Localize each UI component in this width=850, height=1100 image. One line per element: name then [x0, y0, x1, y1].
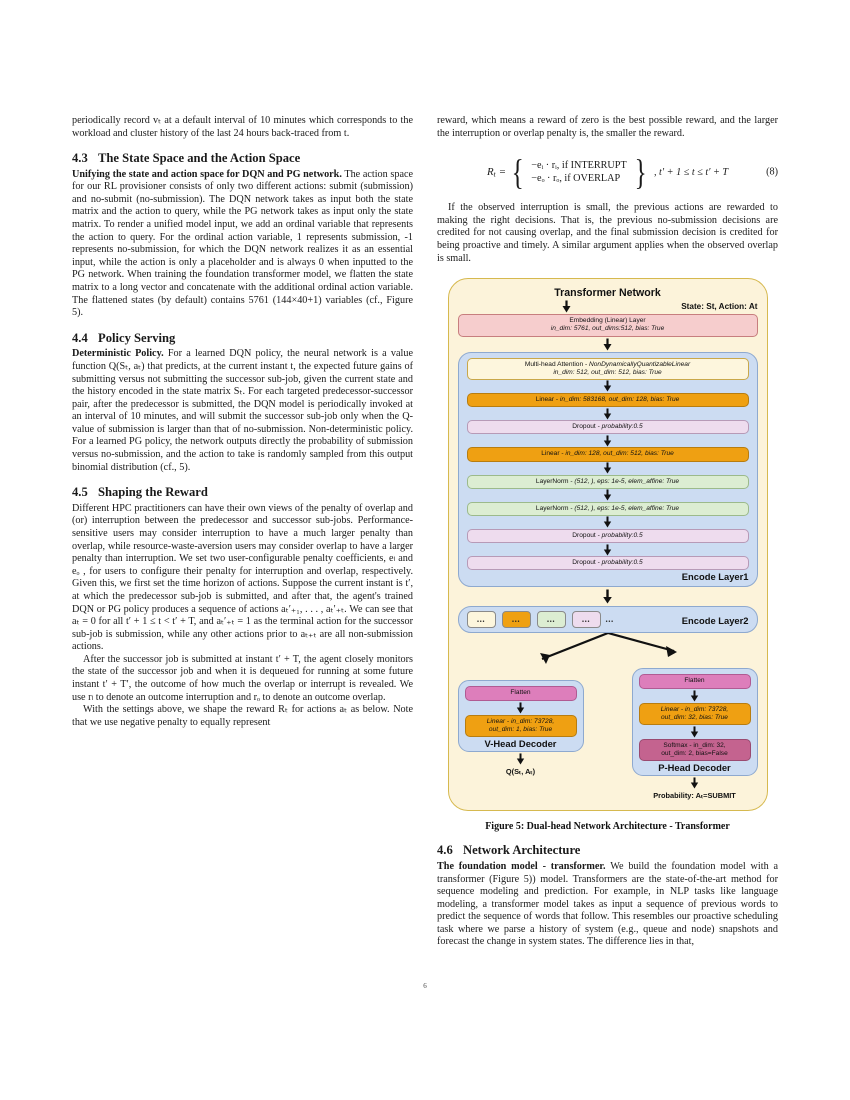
branch-arrows [484, 633, 732, 667]
arrow-down-icon [514, 753, 527, 765]
v-head-linear-line1: Linear - in_dim: 73728, [486, 717, 555, 725]
p-head-softmax-line2: out_dim: 2, bias=False [661, 750, 728, 758]
encode1-block-dropout1 [467, 420, 749, 434]
embedding-layer-title: Embedding (Linear) Layer [569, 317, 646, 325]
equation-case-2: −eₒ · rₒ, if OVERLAP [531, 173, 621, 185]
encode-layer-2-ellipsis: ... [605, 613, 614, 624]
left-column [72, 115, 413, 949]
encode1-block-layernorm2-line1: LayerNorm - (512, ), eps: 1e-5, elem_affine: True [535, 504, 680, 512]
encode-layer-1-panel [458, 352, 758, 588]
encode-layer-2-swatches [467, 611, 601, 628]
heading-4-5 [72, 485, 413, 500]
equation-lhs-symbol: R [486, 165, 494, 178]
paragraph-4-4-text: For a learned DQN policy, the neural network is a value function Q(Sₜ, aₜ) that predicts, at the current instant t, the expected future gains of submitting versus not submitting the successor sub-job, given the current state and the history encoded in the state matrix Sₜ. For each targeted predecessor-successor pair, after the predecessor is submitted, the DQN model is periodically invoked at an interval of 10 minutes, and will submit the successor sub-job only when the Q-value of submission is larger than that of no-submission. Non-deterministic policy. For a learned PG policy, the network outputs directly the probability of submission versus no-submission, and the action to take is randomly sampled from this output binomial distribution (cf., 5). [72, 348, 413, 473]
p-head-column [632, 668, 758, 800]
figure-caption: Figure 5: Dual-head Network Architecture - Transformer [485, 821, 730, 833]
equation-8 [437, 150, 778, 194]
arrow-down-icon [601, 462, 614, 474]
arrow-down-icon [601, 408, 614, 420]
arrow-down-icon [601, 589, 614, 604]
equation-cases [529, 160, 628, 184]
p-head-linear-line2: out_dim: 32, bias: True [661, 713, 728, 721]
equation-number: (8) [766, 166, 778, 178]
p-head-flatten-box: Flatten [639, 674, 751, 688]
arrow-down-icon [601, 338, 614, 351]
encode1-block-dropout1-line1: Dropout - probability:0.5 [572, 423, 643, 431]
encode-layer-2-label: Encode Layer2 [681, 614, 749, 626]
v-head-decoder-panel [458, 680, 584, 752]
p-head-softmax-box [639, 739, 751, 761]
figure-5 [437, 278, 778, 832]
p-head-linear-line1: Linear - in_dim: 73728, [660, 705, 729, 713]
paragraph-right-continuation: reward, which means a reward of zero is the best possible reward, and the larger the interruption or overlap penalty is, the smaller the reward. [437, 115, 778, 139]
equation-lhs [487, 166, 496, 179]
brace-close-icon: } [634, 151, 647, 192]
state-action-label: State: St, Action: At [681, 302, 758, 312]
paragraph-right-2: If the observed interruption is small, the previous actions are rewarded to making the right decisions. That is, the previous no-submission decisions are credited for not causing overlap, and the final submission decision is credited for being proactive and timely. A similar argument applies when the observed overlap is small. [437, 202, 778, 264]
paragraph-4-6 [437, 861, 778, 949]
runin-4-3: Unifying the state and action space for DQN and PG network. [72, 168, 342, 180]
paragraph-4-4 [72, 348, 413, 474]
encode1-block-linear2-line1: Linear - in_dim: 128, out_dim: 512, bias: True [541, 450, 674, 458]
encode-layer-1-label: Encode Layer1 [681, 571, 749, 583]
heading-4-3-title: The State Space and the Action Space [98, 151, 301, 166]
arrow-down-icon [688, 777, 701, 789]
two-column-body [72, 115, 778, 949]
encode1-block-layernorm1-line1: LayerNorm - (512, ), eps: 1e-5, elem_affine: True [535, 477, 680, 485]
arrow-down-icon [514, 702, 527, 714]
encode1-block-attention-line2: in_dim: 512, out_dim: 512, bias: True [553, 368, 662, 376]
encode2-swatch-orange: ... [502, 611, 531, 628]
heading-4-4 [72, 331, 413, 346]
p-head-output-label: Probability: Aₜ=SUBMIT [653, 791, 736, 801]
arrow-down-icon [601, 489, 614, 501]
heading-4-6-number: 4.6 [437, 843, 453, 858]
encode2-swatch-lilac: ... [572, 611, 601, 628]
heading-4-5-number: 4.5 [72, 485, 88, 500]
arrow-down-icon [601, 544, 614, 556]
heading-4-3 [72, 151, 413, 166]
figure-title: Transformer Network [554, 287, 661, 300]
encode1-block-dropout3-line1: Dropout - probability:0.5 [572, 559, 643, 567]
arrow-down-icon [688, 726, 701, 738]
figure-outer-container [448, 278, 768, 811]
v-head-flatten-box: Flatten [465, 686, 577, 700]
equation-equals: = [498, 166, 507, 179]
p-head-decoder-panel [632, 668, 758, 776]
heading-4-4-number: 4.4 [72, 330, 88, 345]
arrow-down-icon [688, 690, 701, 702]
encode2-swatch-green: ... [537, 611, 566, 628]
v-head-output-label: Q(Sₜ, Aₜ) [505, 767, 536, 776]
paragraph-4-6-text: We build the foundation model with a transformer (Figure 5)) model. Transformers are the state-of-the-art method for sequence modeling and prediction. For example, in NLP tasks like language modeling, a transformer model takes as input a sequence of previous words to predict the sequence of words that follow. This resembles our proactive scheduling task where we parse a history of system (e.g., queue and node) snapshots and forecast the change in system states. The difference lies in that, [437, 860, 778, 948]
runin-4-4: Deterministic Policy. [72, 348, 164, 360]
encode-layer-2-panel [458, 606, 758, 633]
heading-4-6 [437, 843, 778, 858]
arrow-down-icon [560, 300, 573, 313]
paragraph-4-5-c: With the settings above, we shape the reward Rₜ for actions aₜ as below. Note that we use negative penalty to equally represent [72, 704, 413, 728]
heading-4-6-title: Network Architecture [463, 843, 581, 858]
encode1-block-linear1-line1: Linear - in_dim: 583168, out_dim: 128, bias: True [535, 395, 680, 403]
paragraph-4-5-a: Different HPC practitioners can have their own views of the penalty of overlap and (or) interruption between the predecessor and successor sub-jobs. Performance-sensitive users may consider interruption to have a much larger penalty than overlap, while resource-waste-aversion users may consider overlap to have a larger penalty than interruption. We set two user-configurable penalty coefficients, eₗ and eₒ , for users to configure their penalty for interruption and overlap, respectively. Given this, we first set the time horizon of actions. Suppose the current instant is t′, at which the predecessor sub-job is submitted, and after that, the agent's trained DQN or PG policy produces a sequence of actions aₜ′₊₁, . . . , aₜ′₊ₜ. We can see that aₜ = 0 for all t′ + 1 ≤ t < t′ + T, and aₜ′₊ₜ = 1 as the terminal action for the successor sub-job is submission, while any other actions prior to aₜ₊ₜ are all non-submission actions. [72, 502, 413, 653]
encode1-block-linear1 [467, 393, 749, 407]
equation-condition: , t′ + 1 ≤ t ≤ t′ + T [653, 166, 729, 178]
arrow-down-icon [601, 516, 614, 528]
encode1-block-attention [467, 358, 749, 380]
state-input-row [458, 300, 758, 313]
v-head-decoder-label: V-Head Decoder [484, 738, 557, 749]
embedding-layer-box [458, 314, 758, 336]
embedding-layer-params: in_dim: 5761, out_dims:512, bias: True [550, 325, 665, 333]
encode1-block-dropout2-line1: Dropout - probability:0.5 [572, 531, 643, 539]
encode1-block-layernorm1 [467, 475, 749, 489]
runin-4-6: The foundation model - transformer. [437, 860, 606, 872]
paragraph-4-3-text: The action space for our RL provisioner consists of only two different actions: submit (submission) and no-submit (no-submission). The DQN network takes as input both the state matrix and the action to query, while the PG network takes as input only the state matrix. To render a unified model input, we add an ordinal variable that represents the action to query. For the ordinal action variable, 1 represents submission, -1 represents no-submission, for which the DQN network realizes it as an essential input, while the action is only a placeholder and is always 0 when inputted to the PG network. When training the foundation transformer model, we flatten the state matrix to a long vector and concatenate with the additional ordinal action variable. The flattened states (by default) contains 5761 (144×40+1) variables (cf., Figure 5). [72, 168, 414, 319]
heading-4-5-title: Shaping the Reward [98, 485, 208, 500]
decoder-heads-row [458, 668, 758, 800]
encode1-block-dropout2 [467, 529, 749, 543]
encode1-block-dropout3 [467, 556, 749, 570]
equation-case-1: −eᵢ · rᵢ, if INTERRUPT [531, 160, 627, 172]
brace-open-icon: { [511, 151, 524, 192]
v-head-column [458, 680, 584, 776]
right-column [437, 115, 778, 949]
v-head-linear-box [465, 715, 577, 737]
v-head-linear-line2: out_dim: 1, bias: True [488, 725, 553, 733]
encode1-block-linear2 [467, 447, 749, 461]
encode1-block-attention-line1: Multi-head Attention - NonDynamicallyQuantizableLinear [524, 360, 691, 368]
encode2-swatch-cream: ... [467, 611, 496, 628]
p-head-decoder-label: P-Head Decoder [658, 762, 731, 774]
p-head-linear-box [639, 703, 751, 725]
arrow-down-icon [601, 380, 614, 392]
equation-lhs-subscript: t [493, 169, 496, 179]
encode-layer-1-blocks [467, 358, 749, 571]
encode1-block-layernorm2 [467, 502, 749, 516]
p-head-softmax-line1: Softmax - in_dim: 32, [663, 742, 726, 749]
arrow-down-icon [601, 435, 614, 447]
page-number: 6 [423, 982, 427, 990]
paragraph-continuation: periodically record vₜ at a default interval of 10 minutes which corresponds to the workload and cluster history of the last 24 hours back-traced from t. [72, 115, 413, 139]
heading-4-3-number: 4.3 [72, 151, 88, 166]
paragraph-4-3 [72, 169, 413, 320]
paragraph-4-5-b: After the successor job is submitted at instant t′ + T, the agent closely monitors the state of the successor job and when it is dequeued for running at some future instant t′ + T′, the outcome of how much the overlap or interrupt is revealed. We use rₗ to denote an outcome interruption and rₒ to denote an outcome overlap. [72, 653, 413, 703]
heading-4-4-title: Policy Serving [98, 330, 176, 345]
